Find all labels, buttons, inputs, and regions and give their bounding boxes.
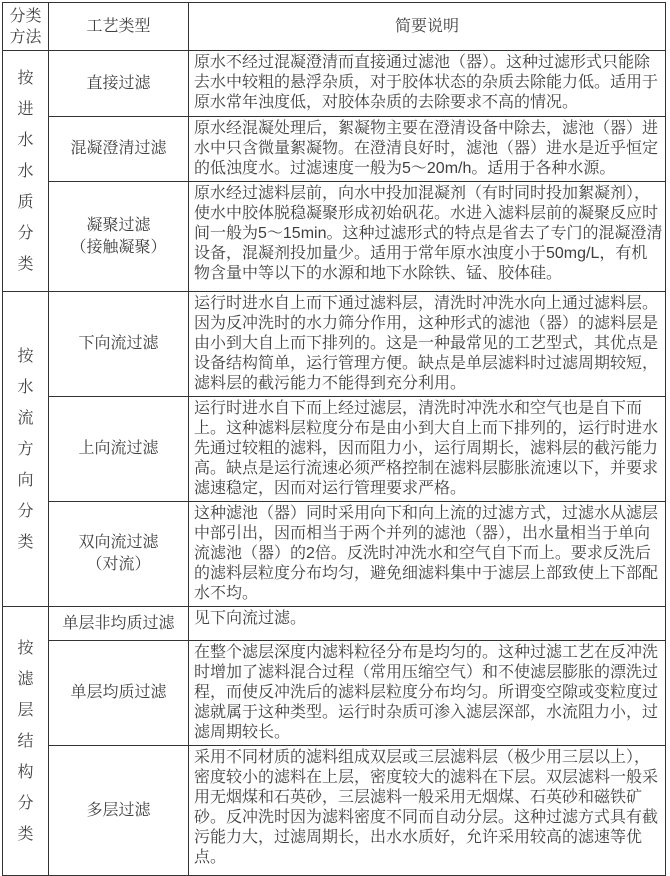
process-type-label: 双向流过滤 <box>78 534 159 551</box>
process-type-cell <box>49 397 189 502</box>
process-type-label: 多层过滤 <box>86 801 151 819</box>
category-label: 按滤层结构分类 <box>17 639 34 843</box>
category-label: 按进水水质分类 <box>17 69 34 273</box>
process-description-cell: 原水不经过混凝澄清而直接通过滤池（器）。这种过滤形式只能除去水中较粗的悬浮杂质，对于胶体状态的杂质去除能力低。适用于原水常年浊度低，对胶体杂质的去除要求不高的情况。 <box>189 51 666 117</box>
process-type-label: 凝聚过滤 <box>86 216 151 234</box>
process-type-cell <box>49 746 189 876</box>
table-row <box>3 182 666 292</box>
process-type-cell <box>49 292 189 397</box>
process-type-note: （对流） <box>86 556 151 573</box>
process-type-note: （接触凝聚） <box>70 238 167 256</box>
table-row <box>3 51 666 117</box>
process-description-cell: 见下向流过滤。 <box>189 607 666 641</box>
category-label: 按水流方向分类 <box>17 347 34 551</box>
table-row <box>3 641 666 746</box>
process-type-cell <box>49 607 189 641</box>
process-type-label: 单层非均质过滤 <box>62 614 175 632</box>
process-description-cell: 在整个滤层深度内滤料粒径分布是均匀的。这种过滤工艺在反冲洗时增加了滤料混合过程（常用压缩空气）和不使滤层膨胀的漂洗过程，而使反冲洗后的滤料层粒度分布均匀。所谓变空隙或变粒度过滤就属于这种类型。运行时杂质可渗入滤层深部，水流阻力小，过滤周期较长。 <box>189 641 666 746</box>
process-type-label: 单层均质过滤 <box>70 684 167 701</box>
process-type-cell <box>49 502 189 607</box>
process-type-label: 下向流过滤 <box>78 335 159 352</box>
process-description-cell: 运行时进水自上而下通过滤料层，清洗时冲洗水向上通过滤料层。因为反冲洗时的水力筛分作用，这种形式的滤池（器）的滤料层是由小到大自上而下排列的。这是一种最常见的工艺型式，其优点是设备结构简单，运行管理方便。缺点是单层滤料时过滤周期较短，滤料层的截污能力不能得到充分利用。 <box>189 292 666 397</box>
category-cell-flow-direction <box>3 292 49 607</box>
process-type-label: 混凝澄清过滤 <box>70 140 167 157</box>
filtration-process-table <box>2 2 666 876</box>
table-row <box>3 746 666 876</box>
category-cell-influent-quality <box>3 51 49 292</box>
process-type-cell <box>49 182 189 292</box>
table-header-row <box>3 3 666 51</box>
process-description-cell: 原水经过滤料层前，向水中投加混凝剂（有时同时投加絮凝剂），使水中胶体脱稳凝聚形成初始矾花。水进入滤料层前的凝聚反应时间一般为5～15min。这种过滤形式的特点是省去了专门的混凝澄清设备，混凝剂投加量少。适用于常年原水浊度小于50mg/L，有机物含量中等以下的水源和地下水除铁、锰、胶体硅。 <box>189 182 666 292</box>
process-description-cell: 原水经混凝处理后，絮凝物主要在澄清设备中除去，滤池（器）进水中只含微量絮凝物。在澄清良好时，滤池（器）进水是近乎恒定的低浊度水。过滤速度一般为5～20m/h。适用于各种水源。 <box>189 117 666 182</box>
process-type-cell <box>49 117 189 182</box>
process-description-cell: 采用不同材质的滤料组成双层或三层滤料层（极少用三层以上），密度较小的滤料在上层，密度较大的滤料在下层。双层滤料一般采用无烟煤和石英砂，三层滤料一般采用无烟煤、石英砂和磁铁矿砂。反冲洗时因为滤料密度不同而自动分层。这种过滤方式具有截污能力大，过滤周期长，出水水质好，允许采用较高的滤速等优点。 <box>189 746 666 876</box>
table-row <box>3 292 666 397</box>
table-row <box>3 117 666 182</box>
process-description-cell: 运行时进水自下而上经过滤层，清洗时冲洗水和空气也是自下而上。这种滤料层粒度分布是由小到大自上而下排列的，运行时进水先通过较粗的滤料，因而阻力小，运行周期长，滤料层的截污能力高。缺点是运行流速必须严格控制在滤料层膨胀流速以下，并要求滤速稳定，因而对运行管理要求严格。 <box>189 397 666 502</box>
process-type-cell <box>49 641 189 746</box>
header-cell-process-type: 工艺类型 <box>49 3 189 51</box>
table-row <box>3 397 666 502</box>
category-cell-filter-layer-structure <box>3 607 49 876</box>
process-type-cell <box>49 51 189 117</box>
header-cell-classification-method: 分类方法 <box>3 3 49 51</box>
process-type-label: 上向流过滤 <box>78 440 159 457</box>
process-description-cell: 这种滤池（器）同时采用向下和向上流的过滤方式，过滤水从滤层中部引出，因而相当于两个并列的滤池（器），出水量相当于单向流滤池（器）的2倍。反洗时冲洗水和空气自下而上。要求反洗后的滤料层粒度分布均匀，避免细滤料集中于滤层上部致使上下部配水不均。 <box>189 502 666 607</box>
table-row <box>3 502 666 607</box>
table-row <box>3 607 666 641</box>
header-cell-brief-description: 简要说明 <box>189 3 666 51</box>
process-type-label: 直接过滤 <box>86 74 151 92</box>
